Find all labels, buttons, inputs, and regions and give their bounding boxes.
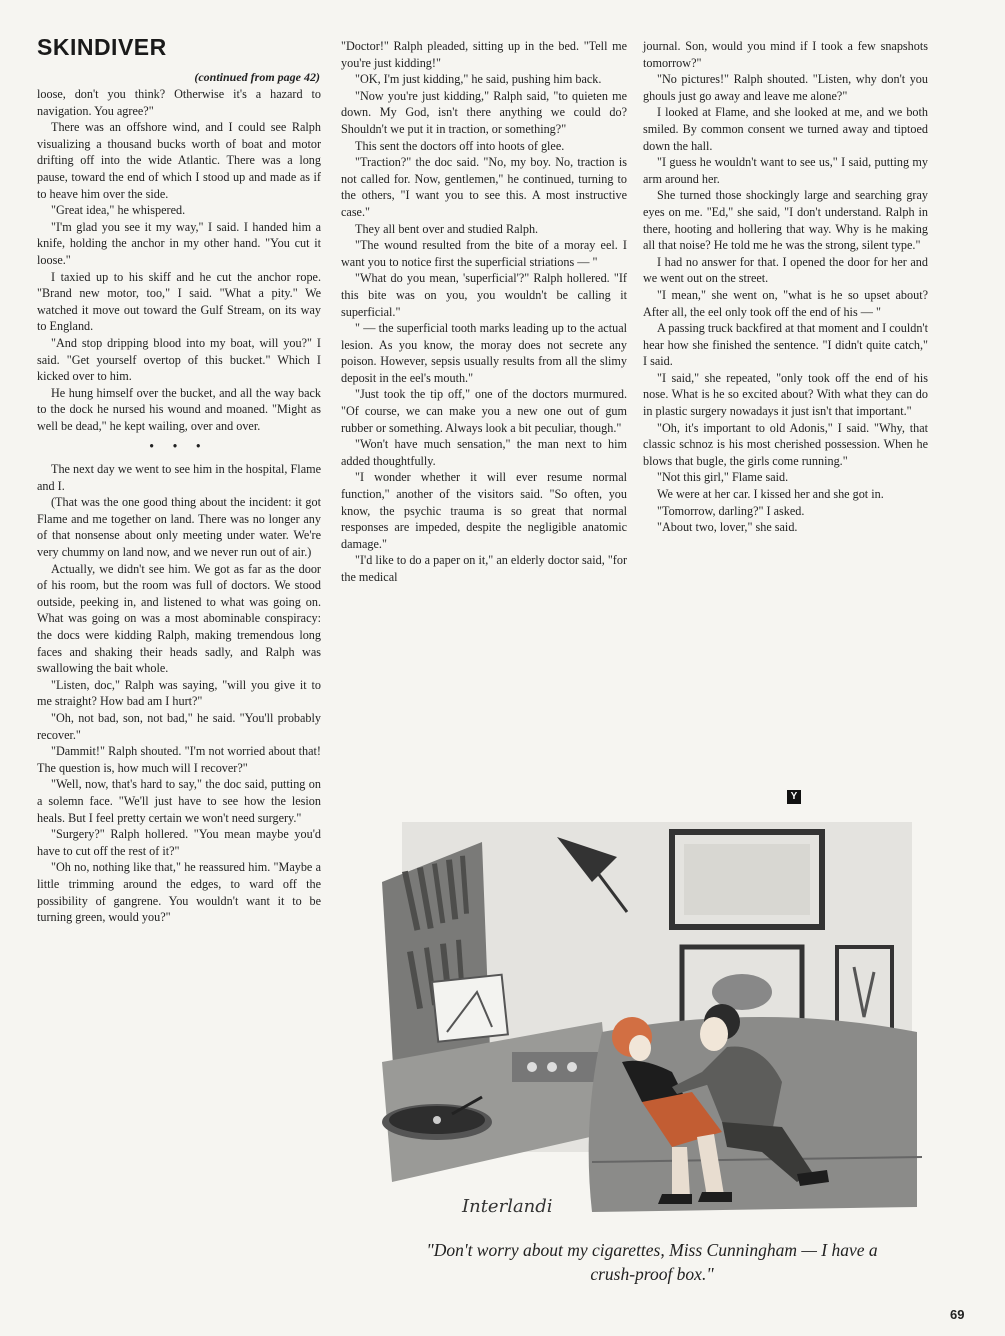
text-column-1 — [37, 86, 321, 926]
paragraph: "The wound resulted from the bite of a moray eel. I want you to notice first the superficial striations — " — [341, 238, 627, 269]
paragraph: "What do you mean, 'superficial'?" Ralph hollered. "If this bite was on you, you wouldn't be calling it superficial." — [341, 271, 627, 319]
paragraph: "Doctor!" Ralph pleaded, sitting up in the bed. "Tell me you're just kidding!" — [341, 39, 627, 70]
paragraph: "Not this girl," Flame said. — [657, 470, 789, 485]
paragraph: I had no answer for that. I opened the door for her and we went out on the street. — [643, 254, 928, 286]
paragraph: "Won't have much sensation," the man next to him added thoughtfully. — [341, 437, 627, 468]
paragraph: "Oh, it's important to old Adonis," I said. "Why, that classic schnoz is his most cherished possession. When he blows that bugle, the girls come running." — [643, 420, 928, 468]
paragraph: "Dammit!" Ralph shouted. "I'm not worried about that! The question is, how much will I recover?" — [37, 744, 321, 775]
paragraph: "Great idea," he whispered. — [51, 203, 186, 218]
paragraph: "Surgery?" Ralph hollered. "You mean maybe you'd have to cut off the rest of it?" — [37, 827, 321, 858]
paragraph: "And stop dripping blood into my boat, will you?" I said. "Get yourself overtop of this bucket." Which I kicked over to him. — [37, 335, 321, 384]
paragraph: The next day we went to see him in the hospital, Flame and I. — [37, 462, 321, 493]
paragraph: " — the superficial tooth marks leading up to the actual lesion. As you know, the moray does not secrete any poison. However, sepsis usually results from all the slimy deposit in the eel's mouth." — [341, 321, 627, 385]
paragraph: loose, don't you think? Otherwise it's a hazard to navigation. You agree?" — [37, 87, 321, 118]
paragraph: "Listen, doc," Ralph was saying, "will you give it to me straight? How bad am I hurt?" — [37, 677, 321, 709]
paragraph: Actually, we didn't see him. We got as far as the door of his room, but the room was full of doctors. We stood outside, peeking in, and listened to what was going on. What was going on was a most abominable conspiracy: the docs were kidding Ralph, making tremendous long faces and shaking their heads sadly, and Ralph was swallowing the bait whole. — [37, 561, 321, 676]
cartoon-signature: Interlandi — [462, 1196, 553, 1217]
paragraph: "No pictures!" Ralph shouted. "Listen, why don't you ghouls just go away and leave me alone?" — [643, 72, 928, 103]
cartoon-illustration — [342, 802, 932, 1232]
paragraph: "I guess he wouldn't want to see us," I said, putting my arm around her. — [643, 155, 928, 186]
paragraph: "Now you're just kidding," Ralph said, "to quieten me down. My God, isn't there anything we could do? Shouldn't we put it in traction, or something?" — [341, 88, 627, 136]
paragraph: We were at her car. I kissed her and she got in. — [657, 487, 884, 502]
section-break: • • • — [149, 439, 209, 454]
text-column-2 — [341, 38, 627, 586]
paragraph: "I'd like to do a paper on it," an elderly doctor said, "for the medical — [341, 553, 627, 584]
paragraph: journal. Son, would you mind if I took a few snapshots tomorrow?" — [643, 39, 928, 70]
continued-note: (continued from page 42) — [194, 70, 320, 84]
paragraph: He hung himself over the bucket, and all the way back to the dock he nursed his wound and moaned. "Might as well be dead," he kept wailing, over and over. — [37, 385, 321, 433]
paragraph: I looked at Flame, and she looked at me, and we both smiled. By common consent we turned away and tiptoed down the hall. — [643, 105, 928, 153]
paragraph: She turned those shockingly large and searching gray eyes on me. "Ed," she said, "I don't understand. Ralph in there, hooting and hollering that way. Why is he making all that noise? He told me he was the strong, silent type." — [643, 188, 928, 253]
paragraph: "I'm glad you see it my way," I said. I handed him a knife, holding the anchor in my other hand. "You cut it loose." — [37, 219, 321, 267]
text-column-3 — [643, 38, 928, 536]
cartoon-caption: "Don't worry about my cigarettes, Miss Cunningham — I have a crush-proof box." — [426, 1240, 878, 1284]
paragraph: "Oh, not bad, son, not bad," he said. "You'll probably recover." — [37, 710, 321, 742]
paragraph: "I said," she repeated, "only took off the end of his nose. What is he so excited about? With what they can do in plastic surgery nowadays it just isn't that important." — [643, 370, 928, 419]
paragraph: There was an offshore wind, and I could see Ralph visualizing a thousand bucks worth of boat and motor drifting off into the wide Atlantic. There was a long pause, toward the end of which I stood up and made as if to heave him over the side. — [37, 120, 321, 201]
paragraph: "I wonder whether it will ever resume normal function," another of the visitors said. "So often, you know, the psychic trauma is so great that normal responses are impeded, despite the negligible anatomic damage." — [341, 470, 627, 551]
paragraph: I taxied up to his skiff and he cut the anchor rope. "Brand new motor, too," I said. "What a pity." We watched it move out toward the Gulf Stream, on its way to England. — [37, 269, 321, 334]
paragraph: They all bent over and studied Ralph. — [355, 221, 539, 236]
paragraph: This sent the doctors off into hoots of glee. — [355, 138, 565, 153]
end-mark-icon: Y — [787, 790, 801, 804]
paragraph: A passing truck backfired at that moment and I couldn't hear how she finished the sentence. "I didn't quite catch," I said. — [643, 321, 928, 369]
paragraph: "Tomorrow, darling?" I asked. — [657, 503, 805, 518]
paragraph: "Traction?" the doc said. "No, my boy. No, traction is not called for. Now, gentlemen," he continued, turning to the others, "I want you to see this. A most instructive case." — [341, 155, 627, 219]
paragraph: "Well, now, that's hard to say," the doc said, putting on a solemn face. "We'll just have to see how the lesion heals. But I feel pretty certain we won't need surgery." — [37, 777, 321, 825]
paragraph: "Oh no, nothing like that," he reassured him. "Maybe a little trimming around the edges, to ward off the possibility of gangrene. You wouldn't want it to be turning green, would you?" — [37, 860, 321, 925]
paragraph: "About two, lover," she said. — [657, 520, 798, 535]
paragraph: "Just took the tip off," one of the doctors murmured. "Of course, we can make you a new one out of gum rubber or something. Always look a bit peculiar, though." — [341, 387, 627, 435]
article-title: SKINDIVER — [37, 34, 167, 60]
paragraph: "OK, I'm just kidding," he said, pushing him back. — [355, 72, 602, 87]
paragraph: (That was the one good thing about the incident: it got Flame and me together on land. There was no longer any of that nonsense about only meeting under water. We're very chummy on land now, and we never run out of air.) — [37, 495, 321, 560]
page-number: 69 — [950, 1307, 965, 1322]
paragraph: "I mean," she went on, "what is he so upset about? After all, the eel only took off the end of his — " — [643, 287, 928, 319]
